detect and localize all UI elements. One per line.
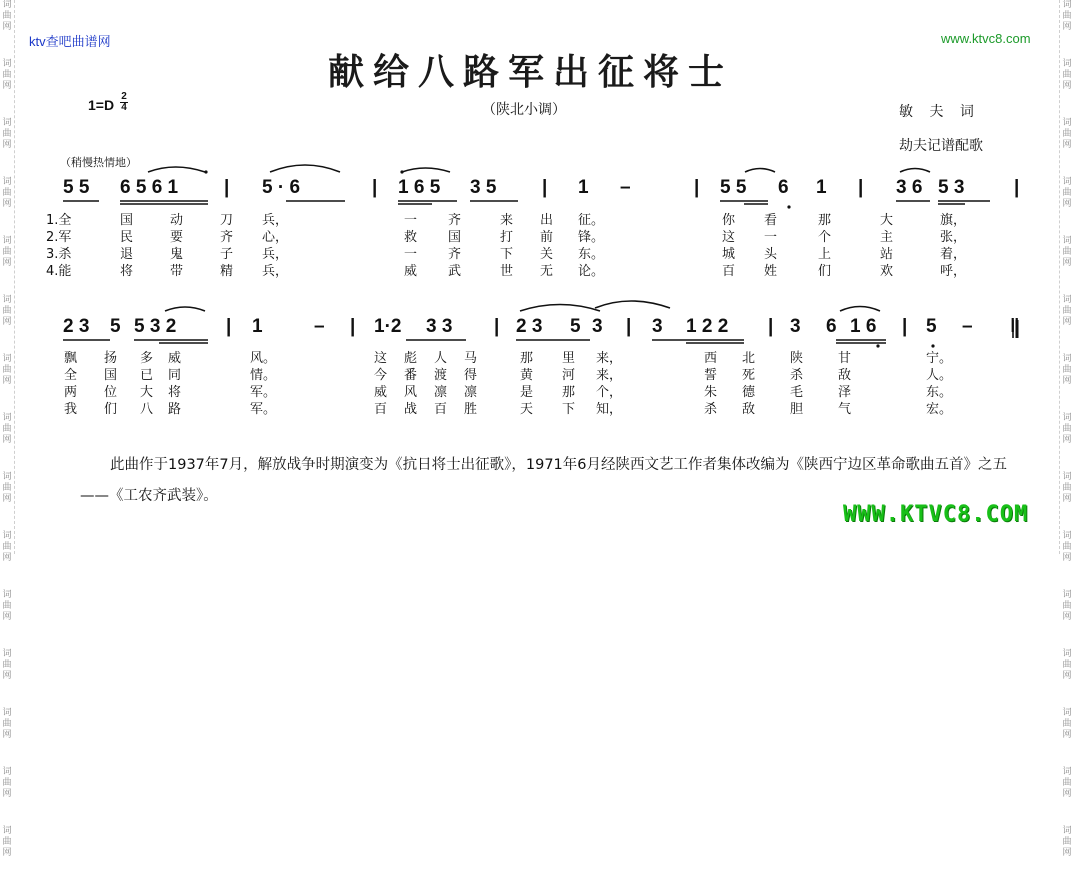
note-group: 5 3 xyxy=(938,177,965,198)
lyric-char: 那 xyxy=(562,385,576,400)
note-group: 1 xyxy=(578,177,589,198)
note-group: 5 xyxy=(570,316,581,337)
side-strip-char: 词 xyxy=(2,649,12,659)
lyric-char: 国 xyxy=(120,213,134,228)
note-group: 3 xyxy=(652,316,663,337)
side-strip-char: 网 xyxy=(2,730,12,740)
side-strip-char: 词 xyxy=(1062,354,1072,364)
lyric-char: 渡 xyxy=(434,368,448,383)
side-strip-char: 词 xyxy=(1062,0,1072,10)
lyric-char: 八 xyxy=(140,402,154,417)
side-strip-char: 网 xyxy=(1062,199,1072,209)
lyric-char: 飘 xyxy=(64,351,78,366)
lyric-char: 是 xyxy=(520,385,534,400)
lyric-char: 军。 xyxy=(250,385,277,400)
lyric-char: 站 xyxy=(880,247,894,262)
side-strip-char: 曲 xyxy=(2,70,12,80)
lyric-char: 3.杀 xyxy=(46,247,72,262)
watermark-right: www.ktvc8.com xyxy=(941,31,1031,46)
lyric-char: 欢 xyxy=(880,264,894,279)
side-strip-char: 词 xyxy=(1062,590,1072,600)
side-strip-char: 网 xyxy=(1062,671,1072,681)
lyric-char: 杀 xyxy=(790,368,804,383)
side-strip-char: 网 xyxy=(1062,81,1072,91)
lyric-char: 宁。 xyxy=(926,351,953,366)
lyric-char: 马 xyxy=(464,351,478,366)
note-group: 3 xyxy=(592,316,603,337)
barline: | xyxy=(372,177,378,198)
subtitle: （陕北小调） xyxy=(482,102,566,118)
lyric-char: 你 xyxy=(722,213,736,228)
note-group: 5 5 xyxy=(63,177,90,198)
lyric-char: 动 xyxy=(170,213,184,228)
lyric-char: 人。 xyxy=(926,368,953,383)
lyric-char: 陕 xyxy=(790,351,804,366)
lyric-char: 个， xyxy=(596,385,623,400)
lyric-char: 世 xyxy=(500,264,514,279)
side-strip-char: 网 xyxy=(1062,140,1072,150)
lyric-char: 呼， xyxy=(940,264,967,279)
lyric-char: 主 xyxy=(880,230,894,245)
barline: | xyxy=(494,316,500,337)
lyric-char: 看 xyxy=(764,213,778,228)
lyric-char: 姓 xyxy=(764,264,778,279)
bottom-watermark-logo: WWW.KTVC8.COM xyxy=(843,502,1029,527)
note-group: 3 6 xyxy=(896,177,923,198)
note-group: 3 3 xyxy=(426,316,453,337)
lyric-char: 凛 xyxy=(464,385,478,400)
lyric-char: 人 xyxy=(434,351,448,366)
side-strip-char: 曲 xyxy=(1062,129,1072,139)
barline: | xyxy=(1014,177,1020,198)
lyric-char: 精 xyxy=(220,264,234,279)
side-strip-char: 词 xyxy=(1062,177,1072,187)
side-strip-char: 网 xyxy=(2,612,12,622)
lyric-char: 泽 xyxy=(838,385,852,400)
barline: | xyxy=(902,316,908,337)
time-signature-top: 2 xyxy=(121,91,127,102)
note-group: 3 xyxy=(790,316,801,337)
side-strip-char: 词 xyxy=(1062,826,1072,836)
lyric-char: 无 xyxy=(540,264,554,279)
lyric-char: 威 xyxy=(404,264,418,279)
side-strip-char: 网 xyxy=(1062,730,1072,740)
lyric-char: 德 xyxy=(742,385,756,400)
lyric-char: 死 xyxy=(742,368,756,383)
side-strip-char: 曲 xyxy=(1062,483,1072,493)
side-strip-char: 网 xyxy=(2,789,12,799)
lyric-char: 这 xyxy=(722,230,736,245)
lyric-char: 锋。 xyxy=(578,230,605,245)
note-group: 1 6 5 xyxy=(398,177,441,198)
side-strip-char: 词 xyxy=(1062,531,1072,541)
lyric-char: 们 xyxy=(818,264,832,279)
side-strip-char: 曲 xyxy=(1062,778,1072,788)
lyric-char: 这 xyxy=(374,351,388,366)
lyric-char: 齐 xyxy=(448,213,462,228)
lyric-char: 胆 xyxy=(790,402,804,417)
lyric-char: 天 xyxy=(520,402,534,417)
note-group: 5 5 xyxy=(720,177,747,198)
lyric-char: 西 xyxy=(704,351,718,366)
side-strip-char: 网 xyxy=(2,81,12,91)
side-strip-char: 词 xyxy=(1062,413,1072,423)
side-strip-char: 网 xyxy=(2,376,12,386)
lyricist-credit: 敏 夫 词 xyxy=(899,104,980,120)
barline: | xyxy=(694,177,700,198)
side-strip-char: 词 xyxy=(2,236,12,246)
lyric-char: 一 xyxy=(404,213,418,228)
lyric-char: 武 xyxy=(448,264,462,279)
lyric-char: 兵， xyxy=(262,264,289,279)
side-strip-char: 网 xyxy=(2,140,12,150)
lyric-char: 朱 xyxy=(704,385,718,400)
lyric-char: 威 xyxy=(374,385,388,400)
side-strip-char: 网 xyxy=(2,494,12,504)
lyric-char: 张， xyxy=(940,230,967,245)
lyric-char: 战 xyxy=(404,402,418,417)
lyric-char: 情。 xyxy=(250,368,277,383)
side-strip-char: 网 xyxy=(2,671,12,681)
side-strip-char: 词 xyxy=(2,531,12,541)
note-group: 1 xyxy=(252,316,263,337)
side-strip-char: 词 xyxy=(1062,59,1072,69)
lyric-char: 风。 xyxy=(250,351,277,366)
lyric-char: 甘 xyxy=(838,351,852,366)
lyric-char: 北 xyxy=(742,351,756,366)
lyric-char: 前 xyxy=(540,230,554,245)
lyric-char: 知， xyxy=(596,402,623,417)
lyric-char: 关 xyxy=(540,247,554,262)
side-strip-char: 词 xyxy=(2,472,12,482)
barline: | xyxy=(224,177,230,198)
lyric-char: 两 xyxy=(64,385,78,400)
lyric-char: 鬼 xyxy=(170,247,184,262)
lyric-char: 同 xyxy=(168,368,182,383)
lyric-char: 番 xyxy=(404,368,418,383)
lyric-char: 那 xyxy=(818,213,832,228)
note-group: 1 2 2 xyxy=(686,316,729,337)
side-strip-char: 网 xyxy=(1062,435,1072,445)
side-strip-char: 词 xyxy=(2,295,12,305)
barline: ‖ xyxy=(1010,316,1020,337)
lyric-char: 彪 xyxy=(404,351,418,366)
side-strip-char: 网 xyxy=(1062,553,1072,563)
lyric-char: 敌 xyxy=(838,368,852,383)
lyric-char: 百 xyxy=(374,402,388,417)
lyric-char: 大 xyxy=(140,385,154,400)
side-strip-char: 曲 xyxy=(2,365,12,375)
lyric-char: 杀 xyxy=(704,402,718,417)
side-strip-char: 词 xyxy=(2,354,12,364)
side-strip-char: 曲 xyxy=(2,188,12,198)
lyric-char: 2.军 xyxy=(46,230,72,245)
side-strip-char: 词 xyxy=(2,177,12,187)
side-strip-char: 词 xyxy=(1062,767,1072,777)
side-strip-char: 网 xyxy=(2,199,12,209)
note-group: 2 3 xyxy=(63,316,90,337)
lyric-char: 城 xyxy=(722,247,736,262)
side-strip-char: 词 xyxy=(1062,708,1072,718)
note-group: – xyxy=(314,316,325,337)
lyric-char: 全 xyxy=(64,368,78,383)
lyric-char: 齐 xyxy=(220,230,234,245)
lyric-char: 百 xyxy=(434,402,448,417)
side-strip-char: 曲 xyxy=(1062,11,1072,21)
lyric-char: 今 xyxy=(374,368,388,383)
side-strip-char: 词 xyxy=(1062,118,1072,128)
lyric-char: 宏。 xyxy=(926,402,953,417)
lyric-char: 论。 xyxy=(578,264,605,279)
lyric-char: 扬 xyxy=(104,351,118,366)
lyric-char: 大 xyxy=(880,213,894,228)
lyric-char: 已 xyxy=(140,368,154,383)
lyric-char: 刀 xyxy=(220,213,234,228)
note-group: 2 3 xyxy=(516,316,543,337)
lyric-char: 们 xyxy=(104,402,118,417)
lyric-char: 要 xyxy=(170,230,184,245)
side-strip-char: 词 xyxy=(2,0,12,10)
lyric-char: 个 xyxy=(818,230,832,245)
side-strip-char: 网 xyxy=(1062,848,1072,858)
lyric-char: 来， xyxy=(596,351,623,366)
lyric-char: 东。 xyxy=(926,385,953,400)
side-strip-char: 网 xyxy=(2,553,12,563)
side-strip-char: 曲 xyxy=(1062,247,1072,257)
lyric-char: 子 xyxy=(220,247,234,262)
side-strip-char: 曲 xyxy=(1062,601,1072,611)
lyric-char: 东。 xyxy=(578,247,605,262)
arranger-credit: 劫夫记谱配歌 xyxy=(899,138,983,154)
note-group: 6 xyxy=(826,316,837,337)
lyric-char: 来 xyxy=(500,213,514,228)
lyric-char: 兵， xyxy=(262,213,289,228)
barline: | xyxy=(626,316,632,337)
side-strip-char: 网 xyxy=(2,317,12,327)
lyric-char: 兵， xyxy=(262,247,289,262)
side-strip-char: 曲 xyxy=(2,424,12,434)
lyric-char: 多 xyxy=(140,351,154,366)
lyric-char: 民 xyxy=(120,230,134,245)
side-strip-char: 曲 xyxy=(1062,837,1072,847)
lyric-char: 一 xyxy=(764,230,778,245)
lyric-char: 头 xyxy=(764,247,778,262)
lyric-char: 敌 xyxy=(742,402,756,417)
lyric-char: 出 xyxy=(540,213,554,228)
side-strip-char: 曲 xyxy=(2,306,12,316)
lyric-char: 位 xyxy=(104,385,118,400)
lyric-char: 齐 xyxy=(448,247,462,262)
side-strip-char: 曲 xyxy=(1062,306,1072,316)
side-strip-char: 曲 xyxy=(2,129,12,139)
side-strip-char: 曲 xyxy=(2,778,12,788)
lyric-char: 4.能 xyxy=(46,264,72,279)
lyric-char: 上 xyxy=(818,247,832,262)
lyric-char: 路 xyxy=(168,402,182,417)
side-strip-char: 词 xyxy=(1062,649,1072,659)
note-group: 1·2 xyxy=(374,316,402,337)
side-strip-char: 词 xyxy=(1062,295,1072,305)
side-strip-char: 曲 xyxy=(2,11,12,21)
lyric-char: 誓 xyxy=(704,368,718,383)
side-strip-char: 网 xyxy=(1062,376,1072,386)
lyric-char: 我 xyxy=(64,402,78,417)
side-strip-char: 词 xyxy=(2,590,12,600)
note-group: 1 6 xyxy=(850,316,877,337)
lyric-char: 下 xyxy=(500,247,514,262)
side-strip-char: 曲 xyxy=(2,719,12,729)
side-strip-char: 网 xyxy=(1062,612,1072,622)
side-strip-char: 曲 xyxy=(2,247,12,257)
side-strip-char: 网 xyxy=(1062,789,1072,799)
lyric-char: 旗， xyxy=(940,213,967,228)
lyric-char: 百 xyxy=(722,264,736,279)
lyric-char: 毛 xyxy=(790,385,804,400)
note-group: 6 xyxy=(778,177,789,198)
barline: | xyxy=(350,316,356,337)
note-group: – xyxy=(620,177,631,198)
footnote-text: 此曲作于1937年7月，解放战争时期演变为《抗日将士出征歌》，1971年6月经陕西文艺工作者集体改编为《陕西宁边区革命歌曲五首》之五——《工农齐武装》。 xyxy=(80,457,1007,504)
lyric-char: 下 xyxy=(562,402,576,417)
side-strip-char: 词 xyxy=(1062,236,1072,246)
key-signature: 1=D xyxy=(88,97,115,113)
side-strip-char: 词 xyxy=(1062,472,1072,482)
note-group: 3 5 xyxy=(470,177,497,198)
side-strip-char: 曲 xyxy=(1062,70,1072,80)
lyric-char: 将 xyxy=(120,264,134,279)
side-strip-char: 曲 xyxy=(2,483,12,493)
tempo-marking: （稍慢热情地） xyxy=(60,156,137,169)
side-strip-char: 曲 xyxy=(1062,188,1072,198)
lyric-char: 将 xyxy=(168,385,182,400)
side-strip-char: 词 xyxy=(2,708,12,718)
time-signature-bottom: 4 xyxy=(121,102,127,113)
side-strip-char: 曲 xyxy=(2,660,12,670)
side-strip-char: 词 xyxy=(2,767,12,777)
lyric-char: 国 xyxy=(104,368,118,383)
note-group: 5 3 2 xyxy=(134,316,177,337)
note-group: 5 xyxy=(110,316,121,337)
lyric-char: 得 xyxy=(464,368,478,383)
side-strip-char: 曲 xyxy=(1062,424,1072,434)
note-group: 1 xyxy=(816,177,827,198)
lyric-char: 1.全 xyxy=(46,213,72,228)
side-strip-char: 网 xyxy=(1062,317,1072,327)
lyric-char: 来， xyxy=(596,368,623,383)
note-group: – xyxy=(962,316,973,337)
lyric-char: 带 xyxy=(170,264,184,279)
lyric-char: 国 xyxy=(448,230,462,245)
lyric-char: 救 xyxy=(404,230,418,245)
lyric-char: 退 xyxy=(120,247,134,262)
side-strip-char: 词 xyxy=(2,118,12,128)
note-group: 5 xyxy=(926,316,937,337)
side-strip-char: 网 xyxy=(1062,494,1072,504)
watermark-left: ktv查吧曲谱网 xyxy=(29,34,111,49)
lyric-char: 军。 xyxy=(250,402,277,417)
lyric-char: 征。 xyxy=(578,213,605,228)
lyric-char: 凛 xyxy=(434,385,448,400)
side-strip-char: 词 xyxy=(2,59,12,69)
side-strip-char: 曲 xyxy=(2,542,12,552)
lyric-char: 威 xyxy=(168,351,182,366)
side-strip-char: 曲 xyxy=(1062,365,1072,375)
side-strip-char: 词 xyxy=(2,826,12,836)
side-strip-char: 词 xyxy=(2,413,12,423)
side-strip-char: 曲 xyxy=(2,601,12,611)
side-strip-char: 网 xyxy=(2,258,12,268)
side-strip-char: 曲 xyxy=(2,837,12,847)
lyric-char: 黄 xyxy=(520,368,534,383)
lyric-char: 打 xyxy=(500,230,514,245)
side-strip-char: 网 xyxy=(1062,22,1072,32)
note-group: 5 · 6 xyxy=(262,177,301,198)
song-title: 献给八路军出征将士 xyxy=(328,51,734,93)
side-strip-char: 网 xyxy=(2,22,12,32)
side-strip-char: 曲 xyxy=(1062,542,1072,552)
lyric-char: 河 xyxy=(562,368,576,383)
side-strip-char: 网 xyxy=(2,435,12,445)
lyric-char: 气 xyxy=(838,402,852,417)
side-strip-char: 曲 xyxy=(1062,660,1072,670)
lyric-char: 里 xyxy=(562,351,576,366)
side-strip-char: 网 xyxy=(1062,258,1072,268)
barline: | xyxy=(542,177,548,198)
lyric-char: 心， xyxy=(262,230,289,245)
lyric-char: 胜 xyxy=(464,402,478,417)
side-strip-char: 曲 xyxy=(1062,719,1072,729)
barline: | xyxy=(768,316,774,337)
lyric-char: 那 xyxy=(520,351,534,366)
barline: | xyxy=(858,177,864,198)
side-strip-char: 网 xyxy=(2,848,12,858)
barline: | xyxy=(226,316,232,337)
lyric-char: 一 xyxy=(404,247,418,262)
lyric-char: 着， xyxy=(940,247,967,262)
lyric-char: 风 xyxy=(404,385,418,400)
note-group: 6 5 6 1 xyxy=(120,177,179,198)
